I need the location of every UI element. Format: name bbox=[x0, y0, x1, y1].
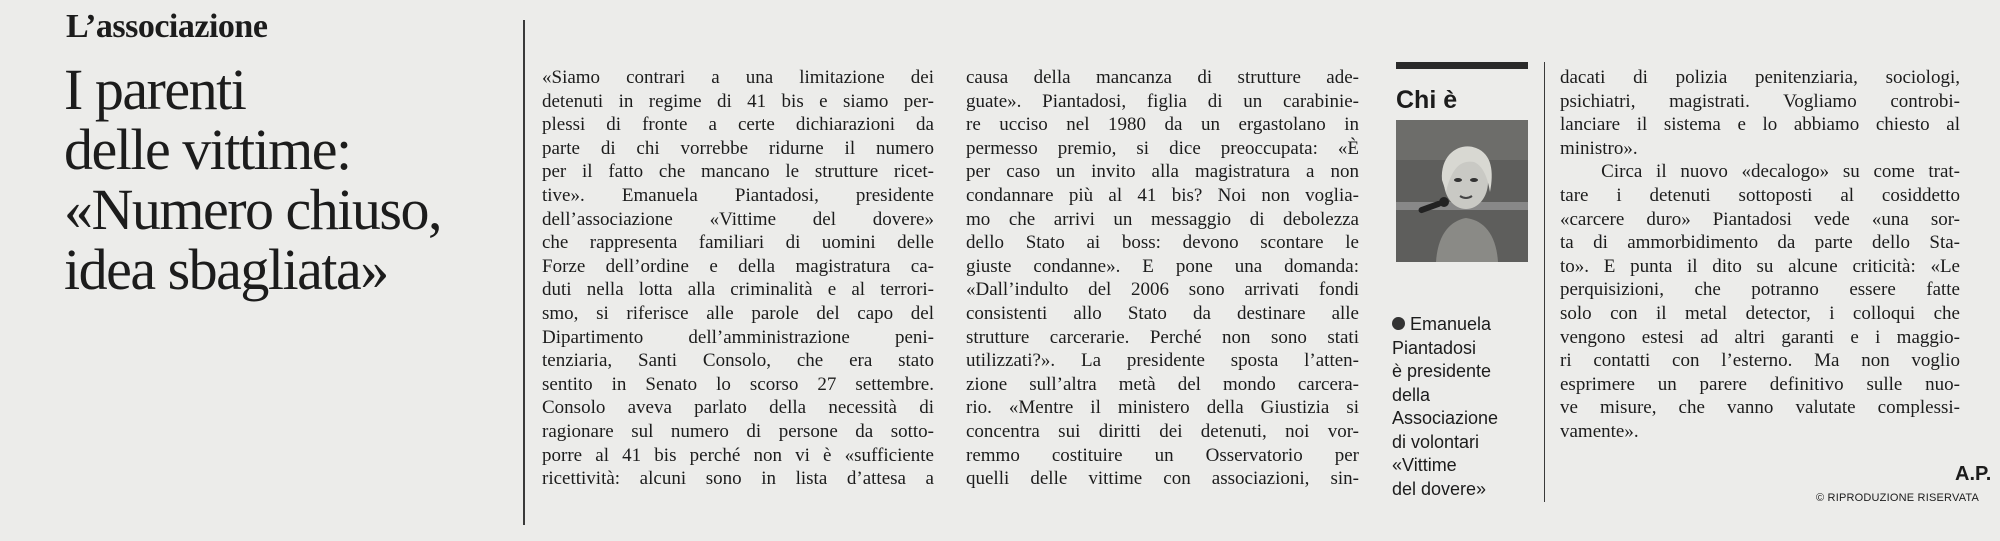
photo-caption bbox=[1392, 313, 1532, 501]
text-line: Dipartimento dell’amministrazione peni- bbox=[542, 326, 934, 348]
text-line: duti nella lotta alla criminalità e al terrori- bbox=[542, 279, 934, 301]
caption-line: Emanuela bbox=[1410, 314, 1492, 334]
caption-line: del dovere» bbox=[1392, 478, 1487, 499]
author-signature: A.P. bbox=[1955, 463, 1992, 485]
text-line: re ucciso nel 1980 da un ergastolano in bbox=[966, 114, 1359, 136]
text-line: guate». Piantadosi, figlia di un carabinie- bbox=[966, 90, 1359, 112]
portrait-illustration bbox=[1396, 120, 1528, 262]
text-line: esprimere un parere definitivo sulle nuo- bbox=[1560, 373, 1960, 395]
text-line: Consolo aveva parlato della necessità di bbox=[542, 397, 934, 419]
headline-line: I parenti bbox=[64, 57, 246, 122]
text-line: vengono estesi ad altri garanti e i maggio- bbox=[1560, 326, 1960, 348]
text-line: smo, si riferisce alle parole del capo del bbox=[542, 302, 934, 324]
column-divider bbox=[523, 20, 525, 525]
caption-line: della bbox=[1392, 384, 1431, 405]
text-line: parte di chi vorrebbe ridurne il numero bbox=[542, 137, 934, 159]
text-line: «Dall’indulto del 2006 sono arrivati fondi bbox=[966, 279, 1359, 301]
text-line: solo con il metal detector, i colloqui che bbox=[1560, 302, 1960, 324]
text-line: che rappresenta familiari di uomini delle bbox=[542, 232, 934, 254]
text-line: permesso premio, si dice preoccupata: «È bbox=[966, 137, 1359, 159]
caption-line: è presidente bbox=[1392, 361, 1492, 381]
article-column-3 bbox=[1560, 66, 1960, 444]
text-line: ri contatti con l’esterno. Ma non voglio bbox=[1560, 350, 1960, 372]
text-line: «Siamo contrari a una limitazione dei bbox=[542, 67, 934, 88]
text-line: ricettività: alcuni sono in lista d’attesa a bbox=[542, 468, 934, 490]
headline-line: delle vittime: bbox=[64, 117, 351, 182]
article-column-1 bbox=[542, 66, 934, 491]
text-line: strutture carcerarie. Perché non sono stati bbox=[966, 326, 1359, 348]
text-line: dell’associazione «Vittime del dovere» bbox=[542, 208, 934, 230]
text-line: to». E punta il dito su alcune criticità: «Le bbox=[1560, 255, 1960, 277]
column-divider bbox=[1544, 62, 1545, 502]
text-line: detenuti in regime di 41 bis e siamo per- bbox=[542, 90, 934, 112]
text-line: quelli delle vittime con associazioni, sin- bbox=[966, 468, 1359, 490]
sidebar-heading: Chi è bbox=[1396, 86, 1458, 114]
text-line: zione sull’altra metà del mondo carcera- bbox=[966, 373, 1359, 395]
text-line: ve misure, che vanno valutate complessi- bbox=[1560, 397, 1960, 419]
text-line: utilizzati?». La presidente sposta l’atten- bbox=[966, 350, 1359, 372]
text-line: tive». Emanuela Piantadosi, presidente bbox=[542, 184, 934, 206]
caption-line: «Vittime bbox=[1392, 455, 1457, 475]
text-line: giuste condanne». E pone una domanda: bbox=[966, 255, 1359, 277]
text-line: plessi di fronte a certe dichiarazioni da bbox=[542, 114, 934, 136]
text-line: per caso un invito alla magistratura a non bbox=[966, 161, 1359, 183]
text-line: dello Stato ai boss: devono scontare le bbox=[966, 232, 1359, 254]
caption-line: Associazione bbox=[1392, 408, 1499, 428]
bullet-icon bbox=[1392, 317, 1405, 330]
sidebar-rule bbox=[1396, 62, 1528, 69]
text-line: causa della mancanza di strutture ade- bbox=[966, 67, 1359, 88]
text-line: remmo costituire un Osservatorio per bbox=[966, 444, 1359, 466]
headline-line: idea sbagliata» bbox=[64, 237, 388, 302]
text-line: consistenti allo Stato da destinare alle bbox=[966, 302, 1359, 324]
text-line: mo che arrivi un messaggio di debolezza bbox=[966, 208, 1359, 230]
text-line: porre al 41 bis perché non vi è «sufficiente bbox=[542, 444, 934, 466]
text-line: tenziaria, Santi Consolo, che era stato bbox=[542, 350, 934, 372]
text-line: dacati di polizia penitenziaria, sociologi, bbox=[1560, 67, 1960, 88]
text-line: vamente». bbox=[1560, 420, 1639, 442]
text-line: Circa il nuovo «decalogo» su come trat- bbox=[1560, 161, 1960, 183]
text-line: tare i detenuti sottoposti al cosiddetto bbox=[1560, 184, 1960, 206]
caption-line: di volontari bbox=[1392, 431, 1480, 452]
text-line: perquisizioni, che potranno essere fatte bbox=[1560, 279, 1960, 301]
text-line: concentra sui diritti dei detenuti, noi vor- bbox=[966, 420, 1359, 442]
copyright-notice: © RIPRODUZIONE RISERVATA bbox=[1816, 492, 1980, 504]
text-line: ragionare sul numero di persone da sotto- bbox=[542, 420, 934, 442]
text-line: rio. «Mentre il ministero della Giustizia si bbox=[966, 397, 1359, 419]
section-kicker: L’associazione bbox=[66, 8, 268, 45]
text-line: sentito in Senato lo scorso 27 settembre. bbox=[542, 373, 934, 395]
text-line: lanciare il sistema e lo abbiamo chiesto al bbox=[1560, 114, 1960, 136]
portrait-photo bbox=[1396, 120, 1528, 262]
text-line: «carcere duro» Piantadosi vede «una sor- bbox=[1560, 208, 1960, 230]
text-line: psichiatri, magistrati. Vogliamo controbi- bbox=[1560, 90, 1960, 112]
text-line: per il fatto che mancano le strutture ricet- bbox=[542, 161, 934, 183]
text-line: condannare più al 41 bis? Noi non voglia- bbox=[966, 184, 1359, 206]
article-column-2 bbox=[966, 66, 1359, 491]
caption-line: Piantadosi bbox=[1392, 337, 1477, 358]
headline-line: «Numero chiuso, bbox=[64, 177, 441, 242]
headline bbox=[64, 57, 504, 302]
text-line: ministro». bbox=[1560, 137, 1638, 159]
text-line: ta di ammorbidimento da parte dello Sta- bbox=[1560, 232, 1960, 254]
text-line: Forze dell’ordine e della magistratura ca- bbox=[542, 255, 934, 277]
